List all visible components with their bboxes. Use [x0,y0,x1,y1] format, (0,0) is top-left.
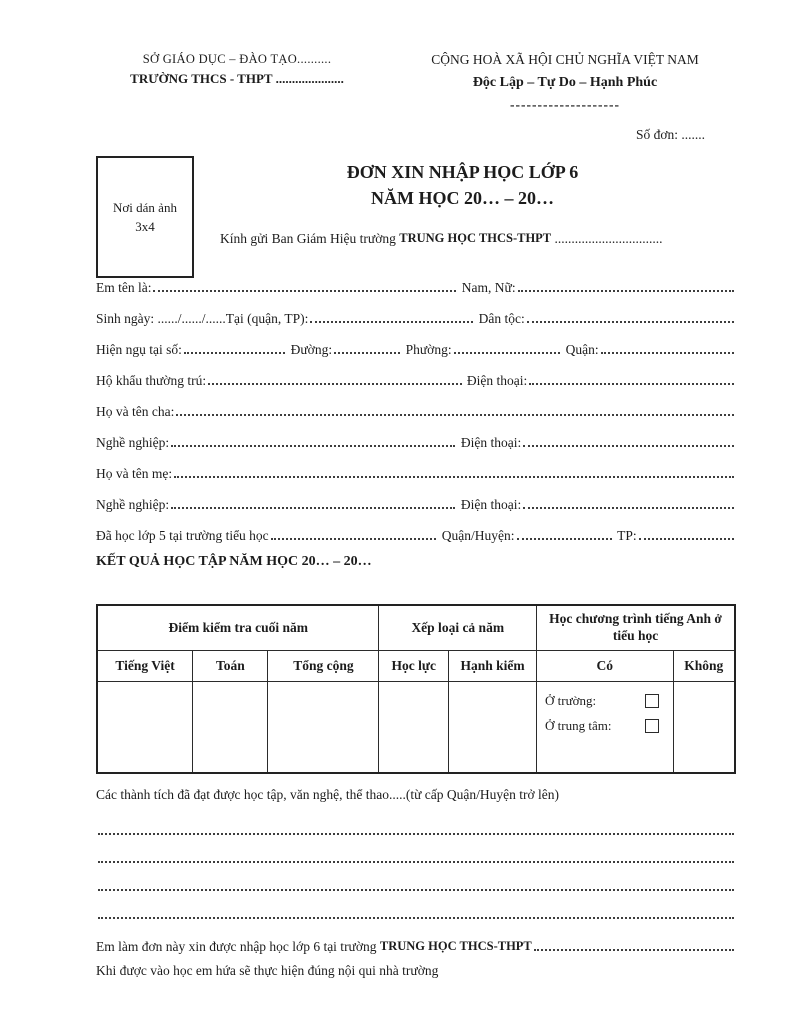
form-line-primary-school [96,513,736,544]
form-line-father-occupation [96,420,736,451]
text-label: Dân tộc: [475,311,525,327]
text-label: Nghề nghiệp: [96,435,170,451]
text-label: Nam, Nữ: [458,280,516,296]
table-column-header-row [97,651,735,682]
form-line-birth-date-place [96,296,736,327]
divider-dashes: -------------------- [510,97,620,112]
results-table [96,604,736,774]
dotted-blank[interactable] [208,383,461,385]
group-header-english-program: Học chương trình tiếng Anh ở tiểu học [537,605,735,651]
dotted-blank[interactable] [271,538,437,540]
col-header-conduct: Hạnh kiểm [449,651,537,682]
dotted-blank[interactable] [98,889,734,891]
cell-total-score[interactable] [268,682,379,774]
text-label: Điện thoại: [463,373,528,389]
text-label: Đường: [287,342,333,358]
achievements-blank-line [96,895,736,923]
form-title [190,159,735,211]
option-at-center-label: Ở trung tâm: [545,718,612,734]
closing-request-line [96,925,736,955]
form-title-line1: ĐƠN XIN NHẬP HỌC LỚP 6 [346,162,579,182]
text-label: Hiện ngụ tại số: [96,342,182,358]
form-line-mother-name [96,451,736,482]
dotted-blank[interactable] [176,414,734,416]
dotted-blank[interactable] [184,352,285,354]
text-bold: TRUNG HỌC THCS-THPT [379,939,532,954]
text-label: Quận: [562,342,599,358]
dotted-blank[interactable] [310,321,473,323]
text-label: Em tên là: [96,280,152,296]
text-label: Phường: [402,342,452,358]
col-header-vietnamese: Tiếng Việt [97,651,193,682]
cell-vietnamese-score[interactable] [97,682,193,774]
form-line-mother-occupation [96,482,736,513]
text-label: Điện thoại: [457,435,522,451]
text-bold: TRUNG HỌC THCS-THPT [399,231,552,246]
text-label: Đã học lớp 5 tại trường tiểu học [96,528,269,544]
department-line: SỞ GIÁO DỤC – ĐÀO TẠO.......... [142,52,332,66]
achievements-blank-line [96,839,736,867]
cell-math-score[interactable] [193,682,268,774]
dotted-blank[interactable] [534,949,734,951]
dotted-blank[interactable] [174,476,734,478]
option-at-center [545,718,659,734]
dotted-blank[interactable] [601,352,734,354]
school-line: TRƯỜNG THCS - THPT ..................... [130,71,344,86]
form-line-current-address [96,327,736,358]
cell-english-yes [537,682,674,774]
option-at-school [545,693,659,709]
option-at-school-label: Ở trường: [545,693,597,709]
dotted-blank[interactable] [523,445,734,447]
cell-conduct-rank[interactable] [449,682,537,774]
page-header [0,0,800,113]
republic-line: CỘNG HOÀ XÃ HỘI CHỦ NGHĨA VIỆT NAM [431,52,699,67]
col-header-no: Không [673,651,735,682]
form-title-line2: NĂM HỌC 20… – 20… [371,188,554,209]
dotted-blank[interactable] [98,917,734,919]
table-group-header-row [97,605,735,651]
col-header-yes: Có [537,651,674,682]
promise-line: Khi được vào học em hứa sẽ thực hiện đúng nội qui nhà trường [96,963,439,979]
achievements-blank-line [96,867,736,895]
form-line-permanent-address [96,358,736,389]
photo-placeholder-box [96,156,194,278]
text-label: Nghề nghiệp: [96,497,170,513]
text-label: Điện thoại: [457,497,522,513]
national-motto-block [400,52,730,113]
dotted-blank[interactable] [153,290,456,292]
dotted-blank[interactable] [171,445,455,447]
col-header-academic: Học lực [379,651,449,682]
cell-academic-rank[interactable] [379,682,449,774]
dotted-blank[interactable] [98,833,734,835]
achievements-blank-line [96,811,736,839]
photo-box-label: Nơi dán ảnh [113,199,177,215]
col-header-math: Toán [193,651,268,682]
results-heading: KẾT QUẢ HỌC TẬP NĂM HỌC 20… – 20… [96,554,372,570]
text-label: Sinh ngày: ....../....../......Tại (quận, TP): [96,311,309,327]
motto-line: Độc Lập – Tự Do – Hạnh Phúc [472,75,658,90]
text-label: Em làm đơn này xin được nhập học lớp 6 tại trường [96,939,380,955]
dotted-blank[interactable] [529,383,734,385]
dotted-blank[interactable] [171,507,455,509]
application-number: Số đơn: ....... [635,127,705,142]
form-fields [96,265,736,979]
at-school-checkbox[interactable] [645,694,659,708]
dotted-blank[interactable] [527,321,734,323]
group-header-exam-scores: Điểm kiểm tra cuối năm [97,605,379,651]
dotted-blank[interactable] [454,352,561,354]
cell-english-no[interactable] [673,682,735,774]
achievements-label: Các thành tích đã đạt được học tập, văn nghệ, thể thao.....(từ cấp Quận/Huyện trở lên) [96,787,560,803]
text-label: Kính gửi Ban Giám Hiệu trường [220,231,400,247]
issuing-school-block [112,52,362,113]
dotted-blank[interactable] [518,290,734,292]
text-label: TP: [613,528,637,544]
text-label: Hộ khẩu thường trú: [96,373,207,389]
dotted-blank[interactable] [98,861,734,863]
col-header-total: Tổng cộng [268,651,379,682]
dotted-blank[interactable] [517,538,612,540]
group-header-year-ranking: Xếp loại cả năm [379,605,537,651]
dotted-blank[interactable] [523,507,734,509]
text-label: Quận/Huyện: [438,528,515,544]
dotted-blank[interactable] [334,352,400,354]
photo-box-size: 3x4 [135,219,155,234]
text-label: Họ và tên mẹ: [96,466,173,482]
at-center-checkbox[interactable] [645,719,659,733]
text-label: Họ và tên cha: [96,404,175,420]
form-line-father-name [96,389,736,420]
table-body-row [97,682,735,774]
salutation-line [220,231,735,247]
dotted-blank[interactable] [639,538,734,540]
text-label: ................................ [551,231,663,247]
